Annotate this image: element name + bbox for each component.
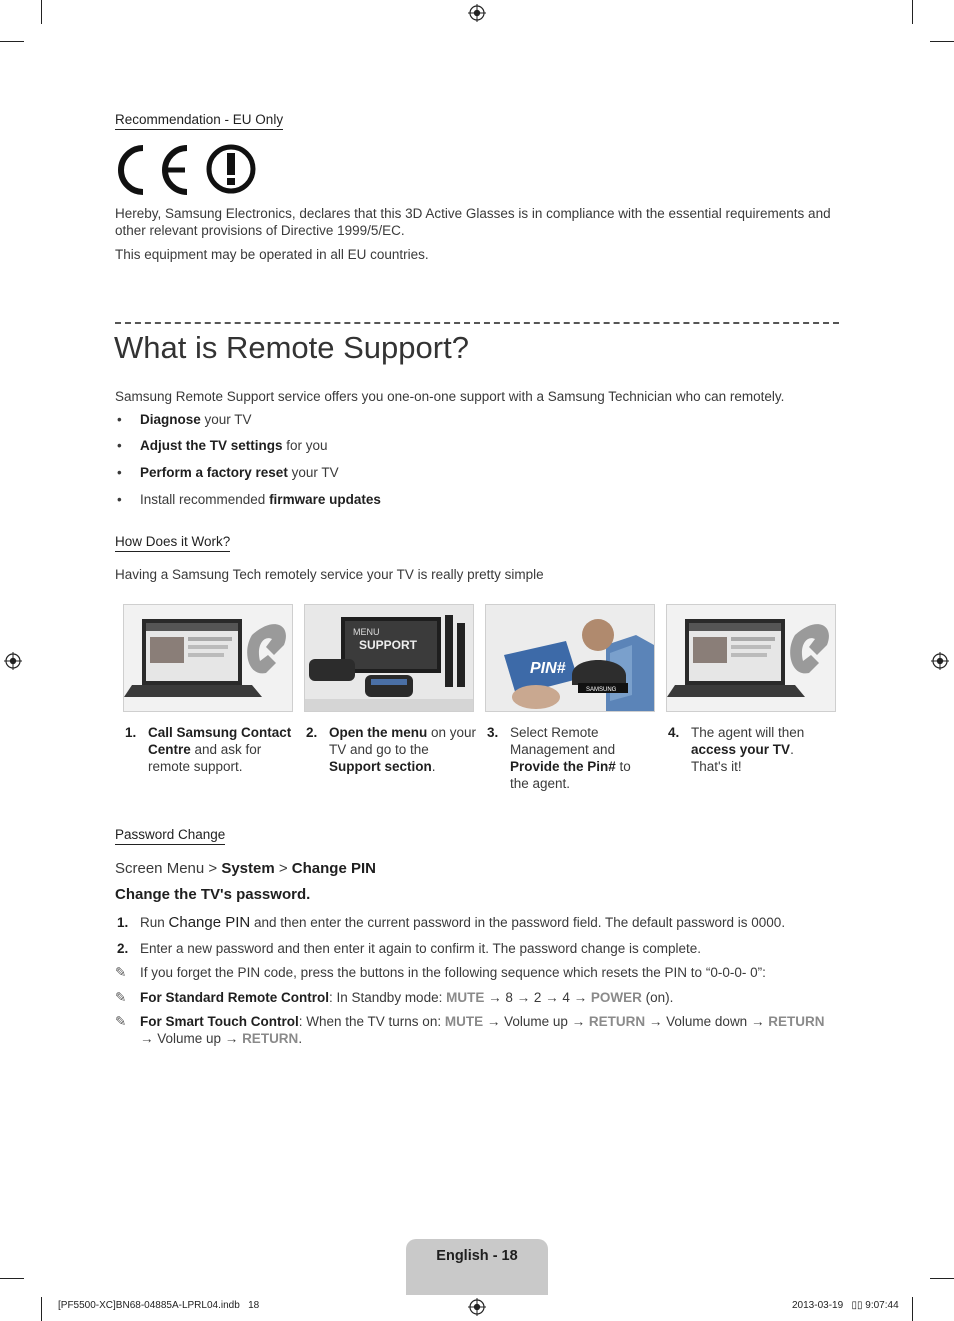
step-image-menu xyxy=(304,604,474,712)
page-title: What is Remote Support? xyxy=(114,330,469,365)
password-subtitle: Change the TV's password. xyxy=(115,886,311,903)
crop-mark xyxy=(0,1278,24,1279)
ce-mark-icon xyxy=(115,144,260,196)
page-number: English - 18 xyxy=(436,1248,518,1264)
operate-note: This equipment may be operated in all EU countries. xyxy=(115,247,429,262)
registration-mark-icon xyxy=(468,1298,486,1316)
page-number-tab xyxy=(406,1239,548,1295)
support-label: SUPPORT xyxy=(359,638,418,652)
registration-mark-icon xyxy=(4,652,22,670)
crop-mark xyxy=(0,41,24,42)
crop-mark xyxy=(930,1278,954,1279)
crop-mark xyxy=(912,1297,913,1321)
registration-mark-icon xyxy=(931,652,949,670)
brand-label: SAMSUNG xyxy=(586,687,617,693)
recommendation-heading: Recommendation - EU Only xyxy=(115,112,283,130)
how-it-works-heading: How Does it Work? xyxy=(115,534,230,552)
password-heading: Password Change xyxy=(115,827,225,845)
crop-mark xyxy=(930,41,954,42)
step-image-call xyxy=(123,604,293,712)
note-pencil-icon: ✎ xyxy=(115,965,127,980)
crop-mark xyxy=(912,0,913,24)
pin-label: PIN# xyxy=(530,660,566,677)
registration-mark-icon xyxy=(468,4,486,22)
declaration-text: Hereby, Samsung Electronics, declares that this 3D Active Glasses is in compliance with the essential requirements and other relevant provisions of Directive 1999/5/EC. xyxy=(115,206,831,238)
menu-path: Screen Menu > System > Change PIN xyxy=(115,860,376,877)
timestamp: 2013-03-19 ▯▯ 9:07:44 xyxy=(792,1300,899,1311)
crop-mark xyxy=(41,1297,42,1321)
note-pencil-icon: ✎ xyxy=(115,990,127,1005)
file-info: [PF5500-XC]BN68-04885A-LPRL04.indb 18 xyxy=(58,1300,260,1311)
step-image-pin xyxy=(485,604,655,712)
crop-mark xyxy=(41,0,42,24)
menu-label: MENU xyxy=(353,627,380,637)
note-pencil-icon: ✎ xyxy=(115,1014,127,1029)
remote-support-intro: Samsung Remote Support service offers you one-on-one support with a Samsung Technician who can remotely. xyxy=(115,389,785,404)
section-divider xyxy=(115,322,839,324)
step-image-agent xyxy=(666,604,836,712)
how-it-works-intro: Having a Samsung Tech remotely service your TV is really pretty simple xyxy=(115,567,544,582)
